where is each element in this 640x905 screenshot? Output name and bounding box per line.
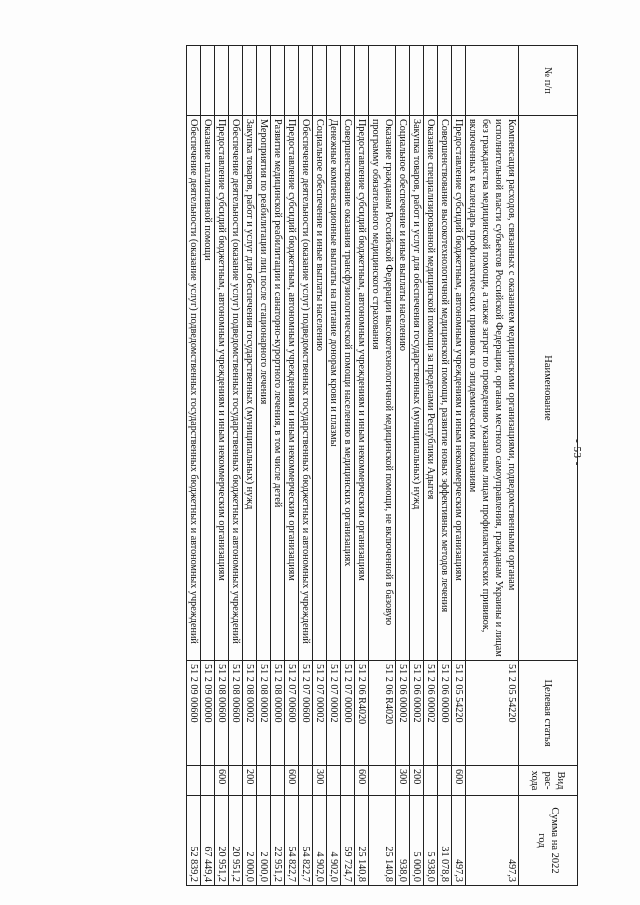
table-row (341, 46, 355, 886)
table-row (299, 46, 313, 886)
row-sum: 59 724,7 (341, 796, 355, 886)
row-name: Обеспечение деятельности (оказание услуг) подведомственных государственных бюджетных и автономных учреждений (187, 116, 201, 661)
row-target-article: 51 2 09 00000 (201, 661, 215, 766)
row-name: Обеспечение деятельности (оказание услуг) подведомственных государственных бюджетных и автономных учреждений (299, 116, 313, 661)
table-row (313, 46, 327, 886)
table-body (187, 46, 519, 886)
row-name: Оказание паллиативной помощи (201, 116, 215, 661)
row-sum: 4 902,0 (313, 796, 327, 886)
row-number (243, 46, 257, 116)
row-target-article: 51 2 05 54220 (466, 661, 519, 766)
row-target-article: 51 2 09 00600 (187, 661, 201, 766)
row-expense-type (327, 766, 341, 796)
row-expense-type: 600 (215, 766, 229, 796)
row-expense-type: 600 (452, 766, 466, 796)
row-target-article: 51 2 06 00002 (396, 661, 410, 766)
header-name: Наименование (519, 116, 578, 661)
row-expense-type (229, 766, 243, 796)
header-target-article: Целевая статья (519, 661, 578, 766)
row-target-article: 51 2 08 00000 (271, 661, 285, 766)
row-number (285, 46, 299, 116)
row-target-article: 51 2 06 00002 (410, 661, 424, 766)
row-name: Обеспечение деятельности (оказание услуг) подведомственных государственных бюджетных и автономных учреждений (229, 116, 243, 661)
row-target-article: 51 2 06 00000 (438, 661, 452, 766)
row-sum: 5 938,0 (424, 796, 438, 886)
row-target-article: 51 2 07 00000 (341, 661, 355, 766)
row-expense-type (257, 766, 271, 796)
header-expense-type: Вид рас-хода (519, 766, 578, 796)
table-row (187, 46, 201, 886)
table-row (285, 46, 299, 886)
row-sum: 20 951,2 (215, 796, 229, 886)
table-row (369, 46, 396, 886)
row-expense-type: 300 (313, 766, 327, 796)
row-name: Закупка товаров, работ и услуг для обеспечения государственных (муниципальных) нужд (243, 116, 257, 661)
header-sum-2022: Сумма на 2022 год (519, 796, 578, 886)
table-row (355, 46, 369, 886)
table-row (466, 46, 519, 886)
row-target-article: 51 2 06 00002 (424, 661, 438, 766)
row-number (271, 46, 285, 116)
row-number (355, 46, 369, 116)
row-number (187, 46, 201, 116)
row-expense-type (187, 766, 201, 796)
table-row (452, 46, 466, 886)
table-row (215, 46, 229, 886)
row-name: Предоставление субсидий бюджетным, автономным учреждениям и иным некоммерческим организациям (355, 116, 369, 661)
row-expense-type: 300 (396, 766, 410, 796)
row-expense-type (341, 766, 355, 796)
row-expense-type (438, 766, 452, 796)
row-expense-type (299, 766, 313, 796)
row-target-article: 51 2 08 00600 (215, 661, 229, 766)
row-sum: 938,0 (396, 796, 410, 886)
row-target-article: 51 2 06 R4020 (369, 661, 396, 766)
row-name: Закупка товаров, работ и услуг для обеспечения государственных (муниципальных) нужд (410, 116, 424, 661)
row-number (396, 46, 410, 116)
row-sum: 52 839,2 (187, 796, 201, 886)
row-expense-type: 200 (243, 766, 257, 796)
table-row (229, 46, 243, 886)
row-number (257, 46, 271, 116)
row-target-article: 51 2 07 00600 (285, 661, 299, 766)
row-expense-type: 600 (355, 766, 369, 796)
row-number (215, 46, 229, 116)
row-target-article: 51 2 07 00002 (313, 661, 327, 766)
row-target-article: 51 2 05 54220 (452, 661, 466, 766)
row-target-article: 51 2 08 00600 (229, 661, 243, 766)
row-expense-type (369, 766, 396, 796)
table-row (438, 46, 452, 886)
row-number (341, 46, 355, 116)
row-number (229, 46, 243, 116)
row-sum: 497,3 (466, 796, 519, 886)
row-sum: 20 951,2 (229, 796, 243, 886)
row-name: Социальное обеспечение и иные выплаты населению (313, 116, 327, 661)
table-row (271, 46, 285, 886)
row-sum: 497,3 (452, 796, 466, 886)
table-row (327, 46, 341, 886)
row-number (201, 46, 215, 116)
row-target-article: 51 2 07 00002 (327, 661, 341, 766)
row-target-article: 51 2 08 00002 (243, 661, 257, 766)
table-header (519, 46, 578, 886)
header-number: № п/п (519, 46, 578, 116)
row-sum: 2 000,0 (257, 796, 271, 886)
row-name: Компенсация расходов, связанных с оказанием медицинскими организациями, подведомственными органам исполнительной власти субъектов Российской Федерации, органам местного самоуправления, гражданам Украины и лицам без гражданства медицинской помощи, а также затрат по проведению указанным лицам профилактических прививок, включенных в календарь профилактических прививок по эпидемическим показаниям (466, 116, 519, 661)
row-expense-type: 200 (410, 766, 424, 796)
row-sum: 67 449,4 (201, 796, 215, 886)
row-target-article: 51 2 06 R4020 (355, 661, 369, 766)
row-name: Предоставление субсидий бюджетным, автономным учреждениям и иным некоммерческим организациям (285, 116, 299, 661)
row-number (327, 46, 341, 116)
table-row (243, 46, 257, 886)
header-row (519, 46, 578, 886)
row-sum: 54 822,7 (285, 796, 299, 886)
row-target-article: 51 2 08 00002 (257, 661, 271, 766)
page-number: - 53 - (571, 439, 583, 466)
row-sum: 2 000,0 (243, 796, 257, 886)
row-sum: 31 078,8 (438, 796, 452, 886)
row-name: Оказание специализированной медицинской помощи за пределами Республики Адыгея (424, 116, 438, 661)
row-sum: 25 140,8 (355, 796, 369, 886)
row-number (466, 46, 519, 116)
row-name: Оказание гражданам Российской Федерации высокотехнологичной медицинской помощи, не включенной в базовую программу обязательного медицинского страхования (369, 116, 396, 661)
row-name: Денежные компенсационные выплаты на питание донорам крови и плазмы (327, 116, 341, 661)
row-name: Развитие медицинской реабилитации и санаторно-курортного лечения, в том числе детей (271, 116, 285, 661)
row-sum: 5 000,0 (410, 796, 424, 886)
row-expense-type: 600 (285, 766, 299, 796)
table-row (410, 46, 424, 886)
row-sum: 25 140,8 (369, 796, 396, 886)
row-sum: 54 822,7 (299, 796, 313, 886)
row-expense-type (466, 766, 519, 796)
row-number (299, 46, 313, 116)
row-number (313, 46, 327, 116)
table-row (201, 46, 215, 886)
row-name: Предоставление субсидий бюджетным, автономным учреждениям и иным некоммерческим организациям (215, 116, 229, 661)
row-number (424, 46, 438, 116)
row-name: Предоставление субсидий бюджетным, автономным учреждениям и иным некоммерческим организациям (452, 116, 466, 661)
row-name: Социальное обеспечение и иные выплаты населению (396, 116, 410, 661)
row-name: Совершенствование оказания трансфузиологической помощи населению в медицинских организациях (341, 116, 355, 661)
row-number (438, 46, 452, 116)
row-name: Мероприятия по реабилитации лиц после стационарного лечения (257, 116, 271, 661)
row-expense-type (201, 766, 215, 796)
budget-table (186, 45, 578, 886)
row-sum: 22 951,2 (271, 796, 285, 886)
row-sum: 4 902,0 (327, 796, 341, 886)
row-expense-type (424, 766, 438, 796)
row-number (369, 46, 396, 116)
table-row (424, 46, 438, 886)
row-number (452, 46, 466, 116)
table-row (257, 46, 271, 886)
row-expense-type (271, 766, 285, 796)
row-target-article: 51 2 07 00600 (299, 661, 313, 766)
row-number (410, 46, 424, 116)
row-name: Совершенствование высокотехнологичной медицинской помощи, развитие новых эффективных методов лечения (438, 116, 452, 661)
table-row (396, 46, 410, 886)
